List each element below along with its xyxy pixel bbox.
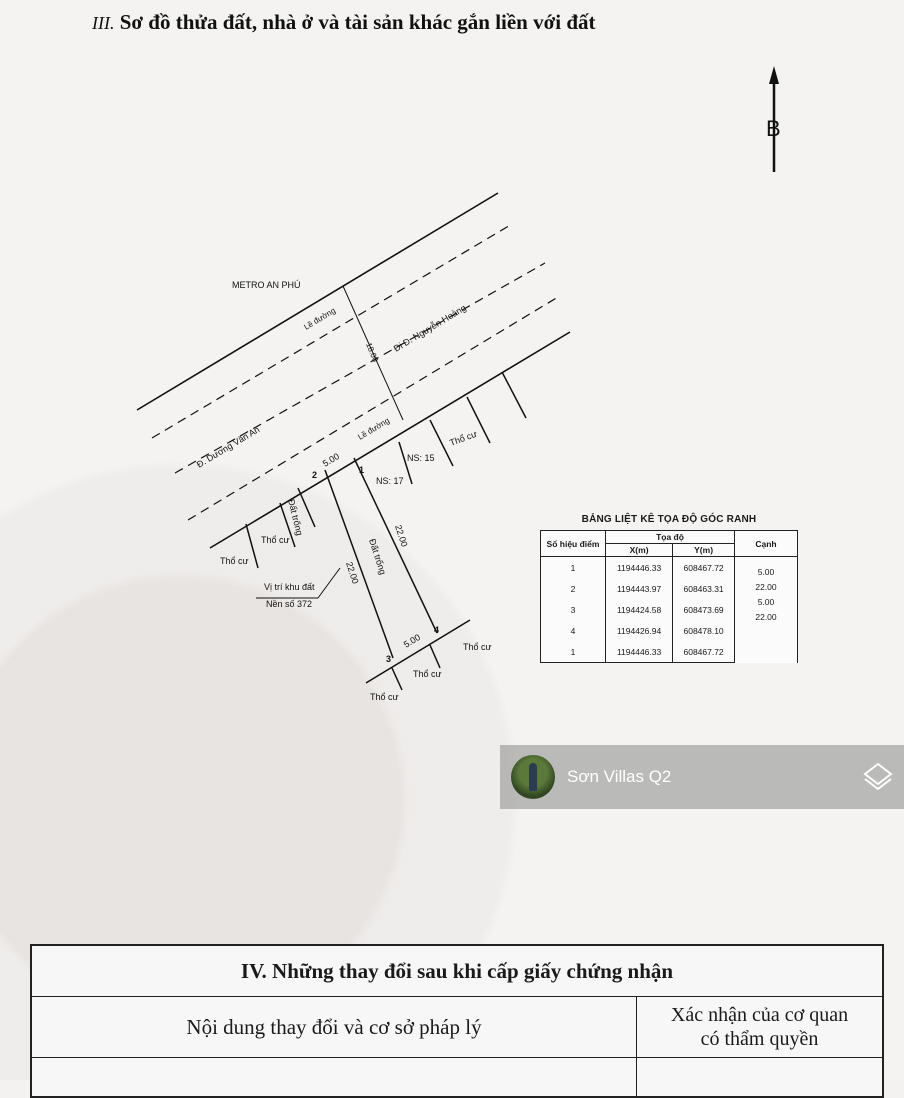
point-4-label: 4: [434, 625, 440, 635]
header-point-no: Số hiệu điểm: [541, 531, 606, 557]
tho-cu-label-5: Thổ cư: [413, 669, 442, 679]
edge-value: 5.00: [757, 597, 775, 607]
tho-cu-label-4: Thổ cư: [463, 642, 492, 652]
table-row: 4 1194426.94 608478.10: [541, 620, 798, 641]
edge-value: 22.00: [755, 582, 777, 592]
avatar[interactable]: [511, 755, 555, 799]
edge-value: 22.00: [755, 612, 777, 622]
sidewalk-line-top: [152, 224, 512, 438]
dim-left-label: 22.00: [344, 560, 361, 586]
road-edge-bottom: [210, 332, 570, 548]
ns17-label: NS: 17: [376, 476, 404, 486]
coord-table: [540, 530, 798, 663]
table-row: 2 1194443.97 608463.31: [541, 578, 798, 599]
ns15-label: NS: 15: [407, 453, 435, 463]
header-y: Y(m): [673, 544, 735, 557]
header-edge: Cạnh: [735, 531, 798, 557]
compass-label: B: [766, 116, 781, 141]
dim-top-label: 5.00: [320, 451, 342, 469]
watermark-banner[interactable]: [500, 745, 904, 809]
changes-col-confirmation: [637, 997, 882, 1057]
road-left-label: Đ. Dương Văn An: [194, 424, 262, 470]
edge-cell: [735, 557, 798, 663]
sidewalk-line-bottom: [188, 297, 558, 520]
road-lines: [137, 193, 570, 548]
road-width-label: 18.00: [364, 341, 380, 364]
road-center-label: Đi Đ. Nguyễn Hoàng: [391, 302, 468, 354]
lot-line-b: [502, 372, 526, 418]
edge-value: 5.00: [757, 567, 775, 577]
section-number: III.: [92, 13, 115, 33]
road-top-label: METRO AN PHÚ: [232, 280, 301, 290]
table-row: 3 1194424.58 608473.69: [541, 599, 798, 620]
changes-body-left: [32, 1058, 637, 1098]
table-row: 1 1194446.33 608467.72: [541, 641, 798, 663]
header-x: X(m): [606, 544, 673, 557]
changes-body-right: [637, 1058, 882, 1098]
site-leader-arrow: [318, 568, 340, 598]
changes-table: [30, 944, 884, 1098]
confirmation-line-1: Xác nhận của cơ quan: [670, 1004, 849, 1026]
layers-icon: [862, 761, 894, 793]
section-title-text: Sơ đồ thửa đất, nhà ở và tài sản khác gắn liền với đất: [119, 10, 596, 34]
tho-cu-label-1: Thổ cư: [448, 428, 479, 448]
tho-cu-label-2: Thổ cư: [261, 535, 290, 545]
dim-right-label: 22.00: [393, 523, 410, 549]
confirmation-line-2: có thẩm quyền: [700, 1028, 819, 1050]
point-2-label: 2: [312, 470, 318, 480]
watermark-name: Sơn Villas Q2: [567, 767, 672, 786]
sidewalk-top-label: Lề đường: [302, 305, 338, 332]
road-edge-top: [137, 193, 498, 410]
header-coords: Tọa độ: [606, 531, 735, 544]
lot-line-back-a: [392, 668, 402, 690]
lot-number-label: Nền số 372: [266, 599, 313, 609]
changes-title: IV. Những thay đổi sau khi cấp giấy chứng nhận: [32, 946, 882, 997]
tho-cu-label-6: Thổ cư: [370, 692, 399, 702]
dat-trong-label-1: Đất trống: [286, 498, 305, 537]
point-1-label: 1: [359, 465, 365, 475]
table-row: 1 1194446.33 608467.72 5.00 22.00 5.00 22.00: [541, 557, 798, 579]
tho-cu-label-3: Thổ cư: [220, 556, 249, 566]
point-3-label: 3: [386, 654, 392, 664]
coord-table-title: BẢNG LIỆT KÊ TỌA ĐỘ GÓC RANH: [581, 514, 757, 525]
sidewalk-bottom-label: Lề đường: [356, 415, 392, 442]
lot-line-back-b: [430, 645, 440, 668]
site-label: Vị trí khu đất: [264, 582, 315, 592]
changes-col-content: Nội dung thay đổi và cơ sở pháp lý: [32, 997, 637, 1057]
dim-bottom-label: 5.00: [401, 632, 423, 650]
dat-trong-label-2: Đất trống: [367, 537, 389, 576]
